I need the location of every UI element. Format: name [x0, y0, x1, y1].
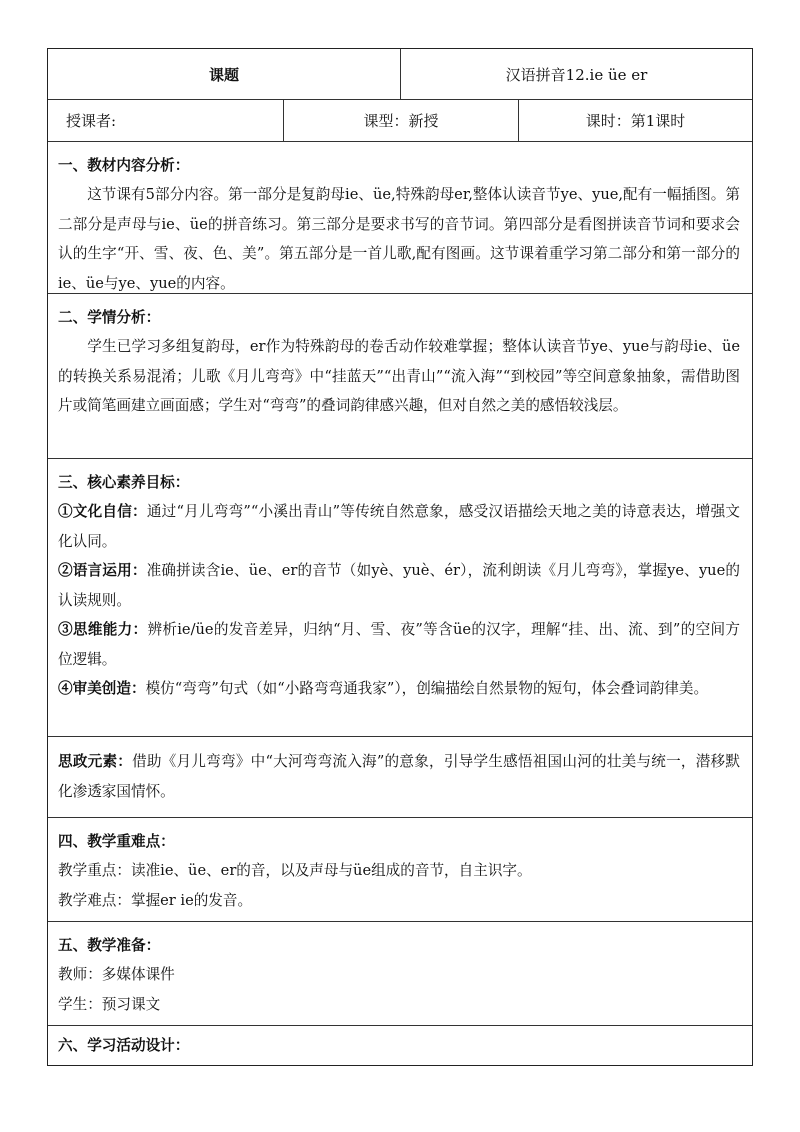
- goal-label: ④审美创造：: [58, 680, 146, 697]
- goal-item: [58, 615, 740, 674]
- goal-item: [58, 674, 740, 704]
- topic-value: 汉语拼音12.ie üe er: [505, 65, 648, 84]
- section-title: 一、教材内容分析：: [58, 157, 190, 174]
- topic-row: [48, 49, 752, 100]
- section-title: 五、教学准备：: [58, 937, 161, 954]
- key-point-line: 教学重点：读准ie、üe、er的音，以及声母与üe组成的音节，自主识字。: [58, 862, 532, 879]
- meta-row: [48, 100, 752, 142]
- goal-item: [58, 556, 740, 615]
- goal-label: ①文化自信：: [58, 503, 147, 520]
- ideology-paragraph: [58, 747, 740, 806]
- learner-analysis-section: [48, 294, 752, 459]
- goal-label: ②语言运用：: [58, 562, 147, 579]
- section-body: 学生已学习多组复韵母，er作为特殊韵母的卷舌动作较难掌握；整体认读音节ye、yue与韵母ie、üe的转换关系易混淆；儿歌《月儿弯弯》中“挂蓝天”“出青山”“流入海”“到校园”等空间意象抽象，需借助图片或简笔画建立画面感；学生对“弯弯”的叠词韵律感兴趣，但对自然之美的感悟较浅层。: [58, 338, 740, 414]
- key-points-section: [48, 818, 752, 922]
- ideology-text: 借助《月儿弯弯》中“大河弯弯流入海”的意象，引导学生感悟祖国山河的壮美与统一，潜移默化渗透家国情怀。: [58, 753, 740, 800]
- content-analysis-section: [48, 142, 752, 294]
- student-prep-line: 学生：预习课文: [58, 995, 161, 1013]
- preparation-section: [48, 922, 752, 1026]
- section-title: 四、教学重难点：: [58, 833, 175, 850]
- activity-section: [48, 1026, 752, 1065]
- core-goals-section: [48, 459, 752, 737]
- goal-text: 模仿“弯弯”句式（如“小路弯弯通我家”），创编描绘自然景物的短句，体会叠词韵律美。: [145, 680, 709, 697]
- section-body: 这节课有5部分内容。第一部分是复韵母ie、üe,特殊韵母er,整体认读音节ye、yue,配有一幅插图。第二部分是声母与ie、üe的拼音练习。第三部分是要求书写的音节词。第四部分是看图拼读音节词和要求会认的生字“开、雪、夜、色、美”。第五部分是一首儿歌,配有图画。这节课着重学习第二部分和第一部分的ie、üe与ye、yue的内容。: [58, 186, 740, 292]
- section-title: 二、学情分析：: [58, 309, 161, 326]
- section-title: 三、核心素养目标：: [58, 474, 190, 491]
- goal-item: [58, 497, 740, 556]
- section-title: 六、学习活动设计：: [58, 1037, 190, 1054]
- difficulty-line: 教学难点：掌握er ie的发音。: [58, 891, 253, 909]
- ideology-label: 思政元素：: [58, 753, 133, 770]
- goal-text: 通过“月儿弯弯”“小溪出青山”等传统自然意象，感受汉语描绘天地之美的诗意表达，增强文化认同。: [58, 503, 740, 550]
- lesson-plan-table: [47, 48, 753, 1066]
- goal-text: 辨析ie/üe的发音差异，归纳“月、雪、夜”等含üe的汉字，理解“挂、出、流、到”的空间方位逻辑。: [58, 621, 740, 668]
- period-field: 课时：第1课时: [585, 112, 686, 130]
- lesson-type-field: 课型：新授: [284, 100, 519, 141]
- goal-text: 准确拼读含ie、üe、er的音节（如yè、yuè、ér），流利朗读《月儿弯弯》，掌握ye、yue的认读规则。: [58, 562, 740, 609]
- topic-label: 课题: [48, 49, 401, 99]
- ideology-section: [48, 737, 752, 818]
- teacher-field: 授课者:: [48, 100, 284, 141]
- teacher-prep-line: 教师：多媒体课件: [58, 966, 175, 983]
- goal-label: ③思维能力：: [58, 621, 148, 638]
